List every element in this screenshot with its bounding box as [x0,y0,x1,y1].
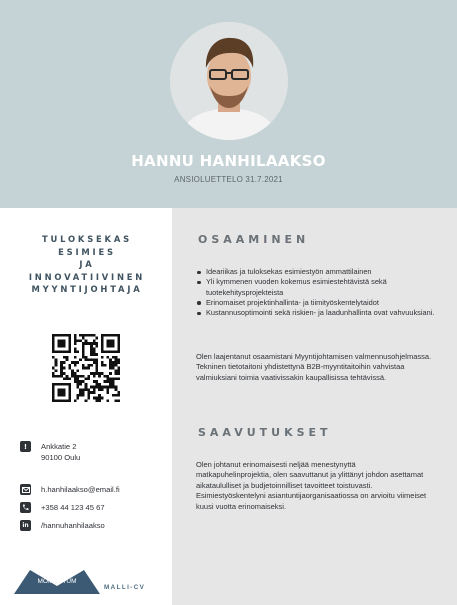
logo-text: MOMENTUM [37,578,77,585]
address-line1: Ankkatie 2 [41,442,77,451]
profile-photo [170,22,288,140]
tagline-line: JA [79,259,95,269]
person-portrait-icon [170,22,288,140]
skills-paragraph: Olen laajentanut osaamistani Myyntijohtamisen valmennusohjelmassa. Tekninen tietotaitoni yhdistettynä B2B-myyntitaitoihin vahvistaa valmiuksiani toimia vaativissakin kaupallisissa tehtävissä. [196,352,432,382]
email-icon [20,484,31,495]
tagline [14,233,160,296]
achievements-heading: SAAVUTUKSET [198,426,332,439]
location-pin-icon: ! [20,441,31,452]
tagline-line: TULOKSEKAS [42,234,132,244]
qr-finder-pattern [52,334,71,353]
linkedin-link[interactable]: /hannuhanhilaakso [41,521,105,530]
phone-number[interactable]: +358 44 123 45 67 [41,503,105,512]
template-label: MALLI-CV [104,584,146,591]
address-line2: 90100 Oulu [41,453,81,462]
contact-email[interactable] [20,484,120,495]
achievements-paragraph: Olen johtanut erinomaisesti neljää menestynyttä matkapuhelinprojektia, olen saavuttanut ja ylittänyt johdon asettamat aikataululliset ja budjetoinnilliset tavoitteet toistuvasti. Esimiestyöskentelyni asiantuntijaorganisaatiossa on arvioitu viimeiset kuusi vuotta erinomaiseksi. [196,460,427,511]
email-link[interactable]: h.hanhilaakso@email.fi [41,485,120,494]
contact-address [20,441,80,463]
list-item: Kustannusoptimointi sekä riskien- ja laadunhallinta ovat vahvuuksiani. [196,308,436,318]
contact-linkedin[interactable] [20,520,105,531]
list-item: Ideariikas ja tuloksekas esimiestyön ammattilainen [196,267,436,277]
skills-heading: OSAAMINEN [198,233,310,246]
qr-finder-pattern [101,334,120,353]
qr-code-icon [52,334,120,402]
tagline-line: INNOVATIIVINEN [28,271,146,282]
momentum-logo-icon [14,570,100,594]
linkedin-icon: in [20,520,31,531]
qr-code-graphic [52,334,120,402]
cv-date-subtitle: ANSIOLUETTELO 31.7.2021 [174,175,283,184]
list-item: Yli kymmenen vuoden kokemus esimiestehtävistä sekä tuotekehitysprojekteista [196,277,436,298]
tagline-line: MYYNTIJOHTAJA [31,284,143,294]
phone-icon [20,502,31,513]
person-name: HANNU HANHILAAKSO [131,152,326,170]
list-item: Erinomaiset projektinhallinta- ja tiimityöskentelytaidot [196,298,436,308]
skills-list [196,267,436,318]
qr-finder-pattern [52,383,71,402]
contact-phone[interactable] [20,502,105,513]
momentum-logo [14,570,100,594]
tagline-line: ESIMIES [58,246,116,257]
